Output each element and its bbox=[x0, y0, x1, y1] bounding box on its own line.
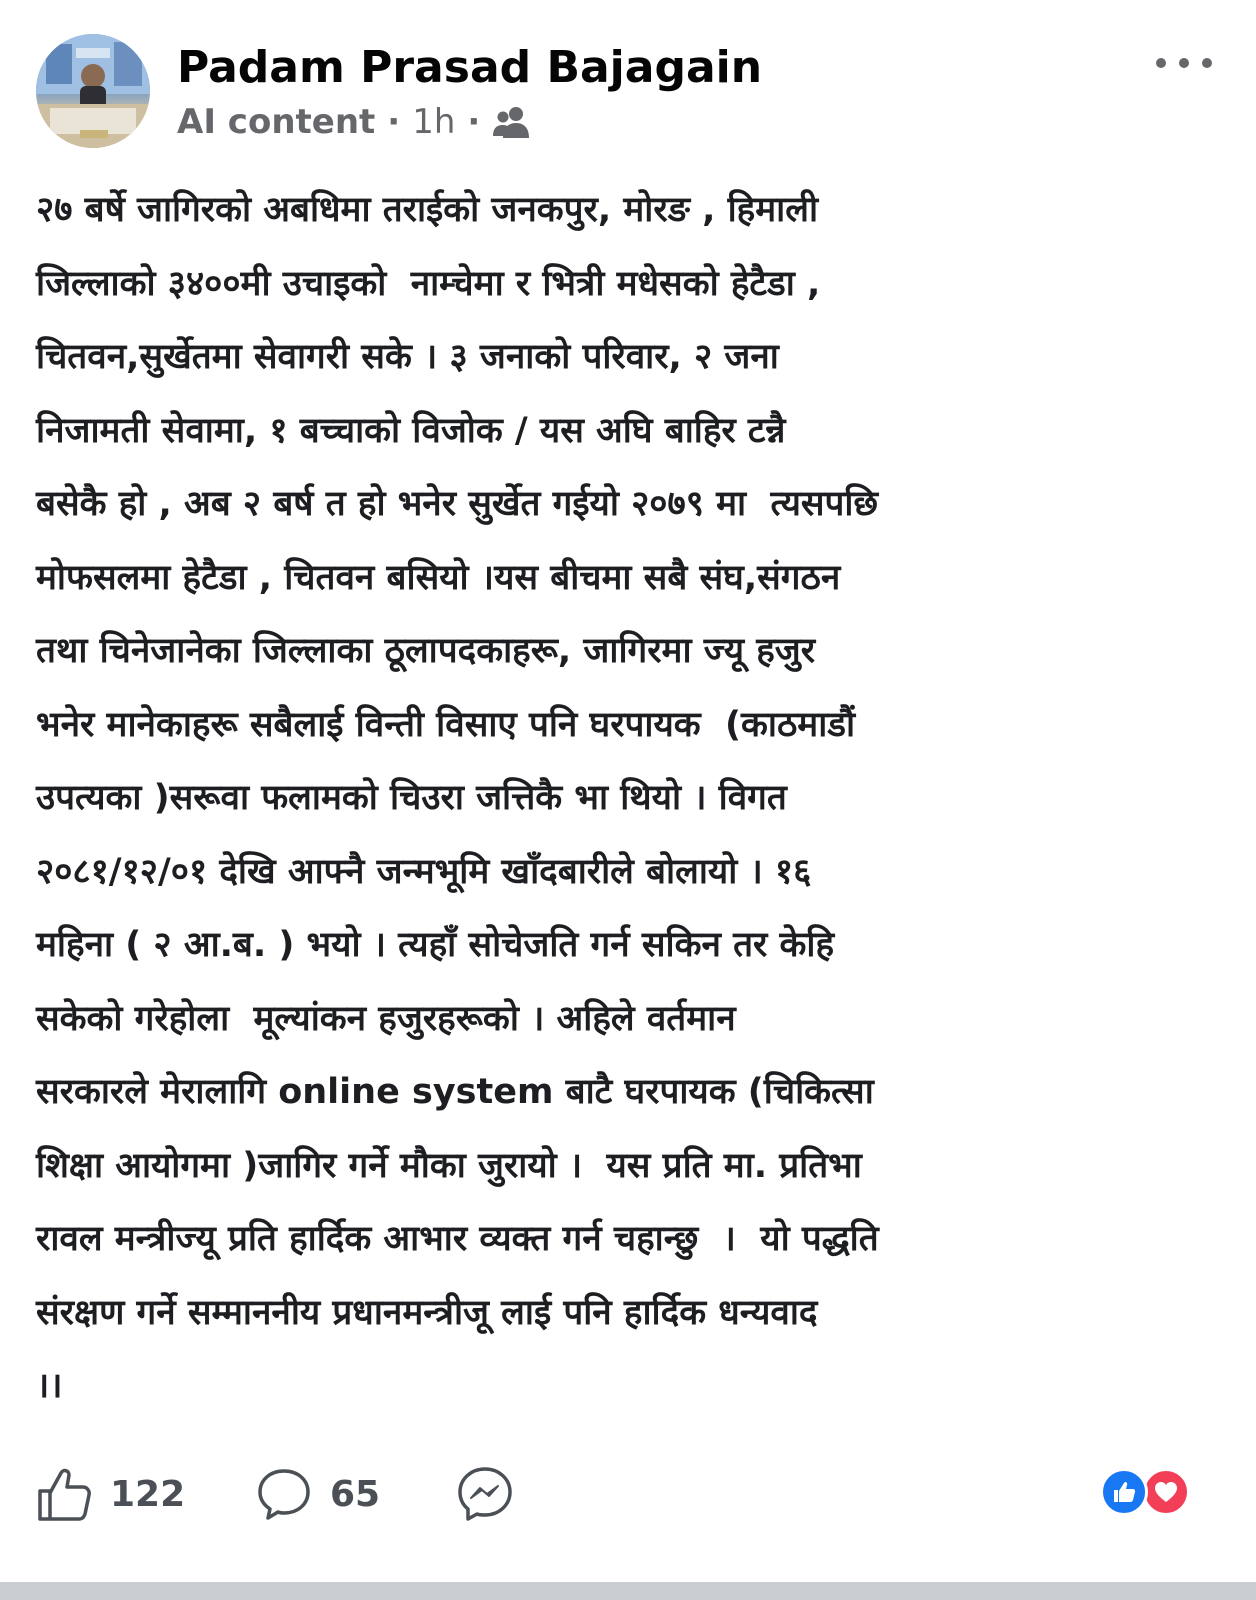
messenger-icon bbox=[456, 1465, 514, 1523]
like-button[interactable] bbox=[36, 1458, 185, 1530]
post-body-text: २७ बर्षे जागिरको अबधिमा तराईको जनकपुर, मोरङ , हिमाली जिल्लाको ३४००मी उचाइको नाम्चेमा र भित्री मधेसको हेटैडा , चितवन,सुर्खेतमा सेवागरी सके । ३ जनाको परिवार, २ जना निजामती सेवामा, १ बच्चाको विजोक / यस अघि बाहिर टन्नै बसेकै हो , अब २ बर्ष त हो भनेर सुर्खेत गईयो २०७९ मा त्यसपछि मोफसलमा हेटैडा , चितवन बसियो ।यस बीचमा सबै संघ,संगठन तथा चिनेजानेका जिल्लाका ठूलापदकाहरू, जागिरमा ज्यू हजुर भनेर मानेकाहरू सबैलाई विन्ती विसाए पनि घरपायक (काठमाडौं उपत्यका )सरूवा फलामको चिउरा जत्तिकै भा थियो । विगत २०८१/१२/०१ देखि आफ्नै जन्मभूमि खाँदबारीले बोलायो । १६ महिना ( २ आ.ब. ) भयो । त्यहाँ सोचेजति गर्न सकिन तर केहि सकेको गरेहोला मूल्यांकन हजुरहरूको । अहिले वर्तमान सरकारले मेरालागि online system बाटै घरपायक (चिकित्सा शिक्षा आयोगमा )जागिर गर्ने मौका जुरायो । यस प्रति मा. प्रतिभा रावल मन्त्रीज्यू प्रति हार्दिक आभार व्यक्त गर्न चहान्छु । यो पद्धति संरक्षण गर्ने सम्माननीय प्रधानमन्त्रीजू लाई पनि हार्दिक धन्यवाद ।। bbox=[36, 190, 879, 1406]
more-dot bbox=[1156, 58, 1166, 68]
reactions-summary[interactable] bbox=[1100, 1468, 1196, 1518]
post-header bbox=[36, 34, 1222, 152]
comment-button[interactable] bbox=[256, 1458, 380, 1530]
thumbs-up-icon bbox=[36, 1465, 92, 1523]
author-name[interactable]: Padam Prasad Bajagain bbox=[177, 42, 763, 93]
author-avatar[interactable] bbox=[36, 34, 150, 148]
post-meta bbox=[177, 100, 532, 144]
send-button[interactable] bbox=[456, 1458, 514, 1530]
ai-content-label[interactable]: AI content bbox=[177, 102, 376, 142]
love-reaction-icon bbox=[1142, 1468, 1190, 1516]
more-options-button[interactable] bbox=[1156, 48, 1212, 78]
comment-count: 65 bbox=[330, 1473, 381, 1515]
post-actions-bar bbox=[36, 1458, 1222, 1530]
like-reaction-icon bbox=[1100, 1468, 1148, 1516]
meta-separator: · bbox=[387, 102, 401, 142]
friends-icon[interactable] bbox=[492, 105, 532, 139]
more-dot bbox=[1202, 58, 1212, 68]
comment-bubble-icon bbox=[256, 1467, 312, 1521]
more-dot bbox=[1179, 58, 1189, 68]
avatar-photo bbox=[36, 34, 150, 148]
meta-separator: · bbox=[467, 102, 481, 142]
post-timestamp[interactable]: 1h bbox=[412, 102, 456, 142]
section-divider bbox=[0, 1582, 1256, 1600]
like-count: 122 bbox=[110, 1473, 186, 1515]
